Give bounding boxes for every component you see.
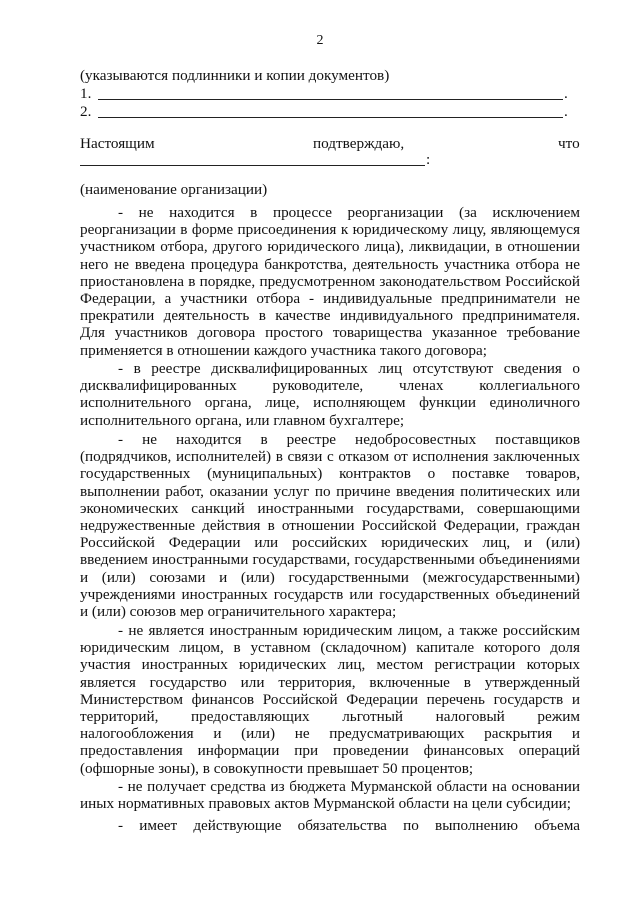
document-blank-2 [98,117,563,118]
organization-blank [80,165,425,166]
confirm-word-3: что [558,135,580,152]
documents-caption: (указываются подлинники и копии документов) [80,67,390,84]
paragraph-1 [80,204,580,359]
document-line-number: 1. [80,85,92,102]
paragraph-5 [80,778,580,812]
paragraph-text: - имеет действующие обязательства по выполнению объема [118,817,580,834]
confirm-word-1: Настоящим [80,135,155,152]
document-line-2 [80,103,91,121]
paragraph-text: - не является иностранным юридическим лицом, а также российским юридическим лицом, в уставном (складочном) капитале которого доля участия иностранных юридических лиц, местом регистрации которых является государство или территория, включенные в утвержденный Министерством финансов Российской Федерации перечень государств и территорий, предоставляющих льготный налоговый режим налогообложения и (или) не предусматривающих раскрытия и предоставления информации при проведении финансовых операций (офшорные зоны), в совокупности превышает 50 процентов; [80,622,580,777]
paragraph-text: - в реестре дисквалифицированных лиц отсутствуют сведения о дисквалифицированных руководителе, членах коллегиального исполнительного органа, лице, исполняющем функции единоличного исполнительного органа, или главном бухгалтере; [80,360,580,429]
organization-caption: (наименование организации) [80,181,268,198]
organization-colon: : [426,151,431,168]
document-line-number: 2. [80,103,92,120]
paragraph-2 [80,360,580,429]
page-number: 2 [316,33,324,48]
paragraph-text: - не находится в реестре недобросовестных поставщиков (подрядчиков, исполнителей) в связи с отказом от исполнения заключенных государственных (муниципальных) контрактов о поставке товаров, выполнении работ, оказании услуг по причине введения политических или экономических санкций иностранными государствами, совершающими недружественные действия в отношении Российской Федерации, граждан Российской Федерации или российских юридических лиц, и (или) введением иностранными государствами, государственными объединениями и (или) союзами и (или) государственными (межгосударственными) учреждениями иностранных государств или государственных объединений и (или) союзов мер ограничительного характера; [80,431,580,621]
document-line-1 [80,85,91,103]
confirm-word-2: подтверждаю, [313,135,405,152]
document-blank-1 [98,99,563,100]
paragraph-6 [80,817,580,834]
paragraph-3 [80,431,580,620]
document-line-end: . [564,103,568,120]
paragraph-4 [80,622,580,777]
paragraph-text: - не находится в процессе реорганизации (за исключением реорганизации в форме присоединения к юридическому лицу, являющемуся участником отбора, другого юридического лица), ликвидации, в отношении него не введена процедура банкротства, деятельность участника отбора не приостановлена в порядке, предусмотренном законодательством Российской Федерации, а участники отбора - индивидуальные предприниматели не прекратили деятельность в качестве индивидуального предпринимателя. Для участников договора простого товарищества указанное требование применяется в отношении каждого участника такого договора; [80,204,580,359]
paragraph-text: - не получает средства из бюджета Мурманской области на основании иных нормативных правовых актов Мурманской области на цели субсидии; [80,778,580,813]
document-line-end: . [564,85,568,102]
